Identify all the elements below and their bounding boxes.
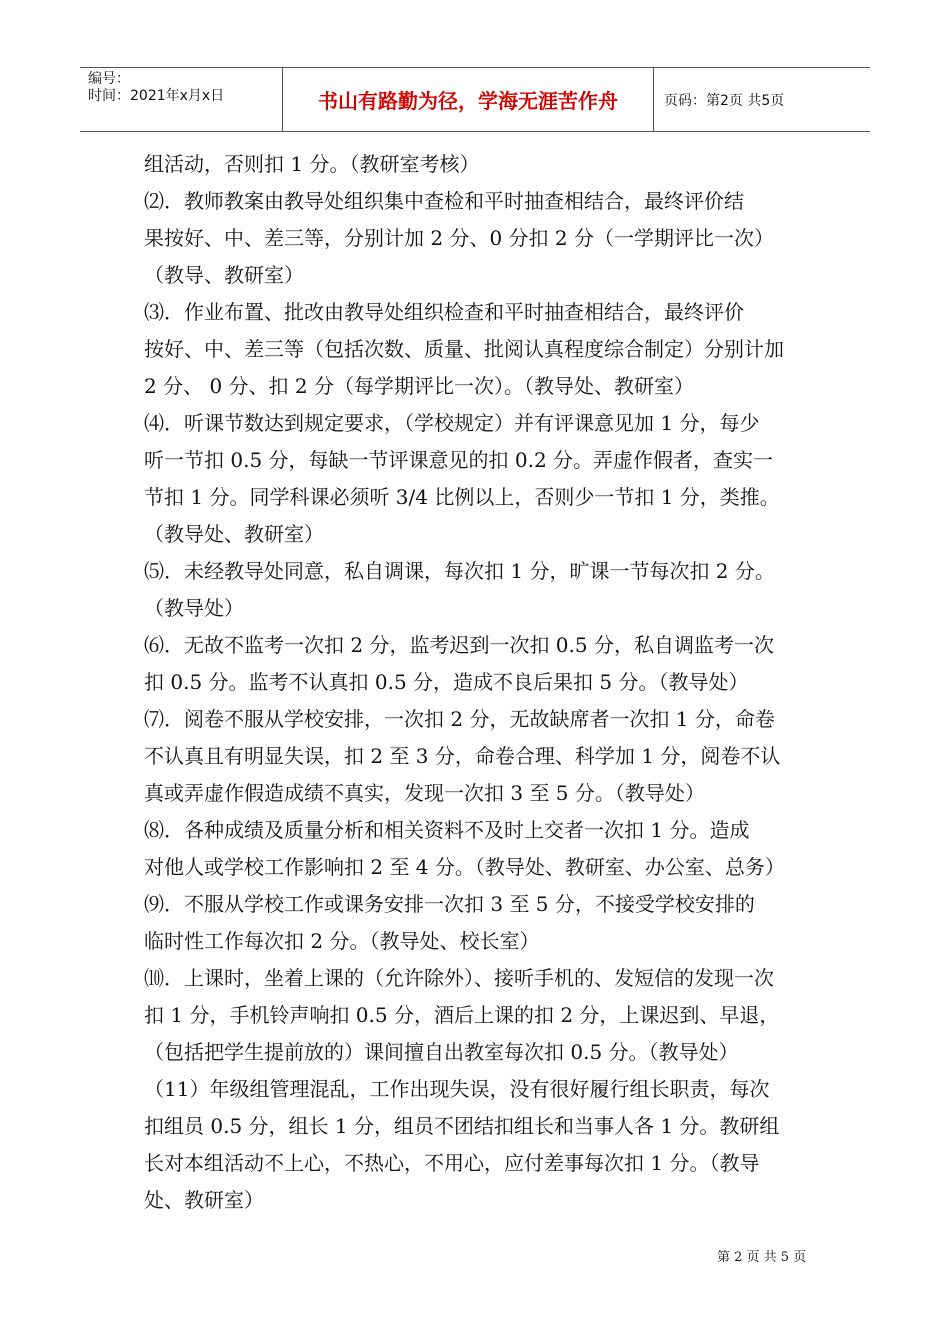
text-line: （教导处、教研室） [144, 522, 324, 546]
text-line: ⑻．各种成绩及质量分析和相关资料不及时上交者一次扣 1 分。造成 [144, 818, 750, 842]
text-line: ⑶．作业布置、批改由教导处组织检查和平时抽查相结合，最终评价 [144, 300, 744, 324]
text-line: ⑺．阅卷不服从学校安排，一次扣 2 分，无故缺席者一次扣 1 分，命卷 [144, 707, 775, 731]
text-line: 长对本组活动不上心，不热心，不用心，应付差事每次扣 1 分。（教导 [144, 1151, 760, 1175]
text-line: ⑹．无故不监考一次扣 2 分，监考迟到一次扣 0.5 分，私自调监考一次 [144, 633, 774, 657]
text-line: 按好、中、差三等（包括次数、质量、批阅认真程度综合制定）分别计加 [144, 337, 784, 361]
header-motto: 书山有路勤为径，学海无涯苦作舟 [282, 68, 654, 131]
text-line: 扣组员 0.5 分，组长 1 分，组员不团结扣组长和当事人各 1 分。教研组 [144, 1114, 780, 1138]
text-line: 临时性工作每次扣 2 分。（教导处、校长室） [144, 929, 540, 953]
text-line: 扣 1 分，手机铃声响扣 0.5 分，酒后上课的扣 2 分，上课迟到、早退， [144, 1003, 780, 1027]
text-line: 2 分、 0 分、扣 2 分（每学期评比一次）。（教导处、教研室） [144, 374, 694, 398]
header-page-label: 页码：第2页 共5页 [664, 92, 785, 109]
text-line: 不认真且有明显失误，扣 2 至 3 分，命卷合理、科学加 1 分，阅卷不认 [144, 744, 781, 768]
text-line: 处、教研室） [144, 1188, 264, 1212]
text-line: （11）年级组管理混乱，工作出现失误，没有很好履行组长职责，每次 [144, 1077, 770, 1101]
header-meta [80, 68, 282, 131]
text-line: 果按好、中、差三等，分别计加 2 分、0 分扣 2 分（一学期评比一次） [144, 226, 774, 250]
text-line: ⑷．听课节数达到规定要求，（学校规定）并有评课意见加 1 分，每少 [144, 411, 760, 435]
page-header [80, 67, 870, 132]
text-line: ⑵．教师教案由教导处组织集中查检和平时抽查相结合，最终评价结 [144, 189, 744, 213]
number-label: 编号： [88, 71, 130, 87]
text-line: 扣 0.5 分。监考不认真扣 0.5 分，造成不良后果扣 5 分。（教导处） [144, 670, 749, 694]
text-line: 对他人或学校工作影响扣 2 至 4 分。（教导处、教研室、办公室、总务） [144, 855, 785, 879]
text-line: 组活动，否则扣 1 分。（教研室考核） [144, 152, 480, 176]
text-line: （包括把学生提前放的）课间擅自出教室每次扣 0.5 分。（教导处） [144, 1040, 739, 1064]
text-line: （教导处） [144, 596, 244, 620]
page-footer: 第 2 页 共 5 页 [717, 1250, 807, 1265]
text-line: ⑽．上课时，坐着上课的（允许除外）、接听手机的、发短信的发现一次 [144, 966, 774, 990]
text-line: ⑼．不服从学校工作或课务安排一次扣 3 至 5 分，不接受学校安排的 [144, 892, 755, 916]
text-line: 听一节扣 0.5 分，每缺一节评课意见的扣 0.2 分。弄虚作假者，查实一 [144, 448, 774, 472]
time-label: 时间：2021年x月x日 [88, 88, 225, 104]
text-line: 真或弄虚作假造成绩不真实，发现一次扣 3 至 5 分。（教导处） [144, 781, 705, 805]
document-body [144, 146, 812, 1219]
text-line: （教导、教研室） [144, 263, 304, 287]
text-line: ⑸．未经教导处同意，私自调课，每次扣 1 分，旷课一节每次扣 2 分。 [144, 559, 775, 583]
text-line: 节扣 1 分。同学科课必须听 3/4 比例以上，否则少一节扣 1 分，类推。 [144, 485, 780, 509]
